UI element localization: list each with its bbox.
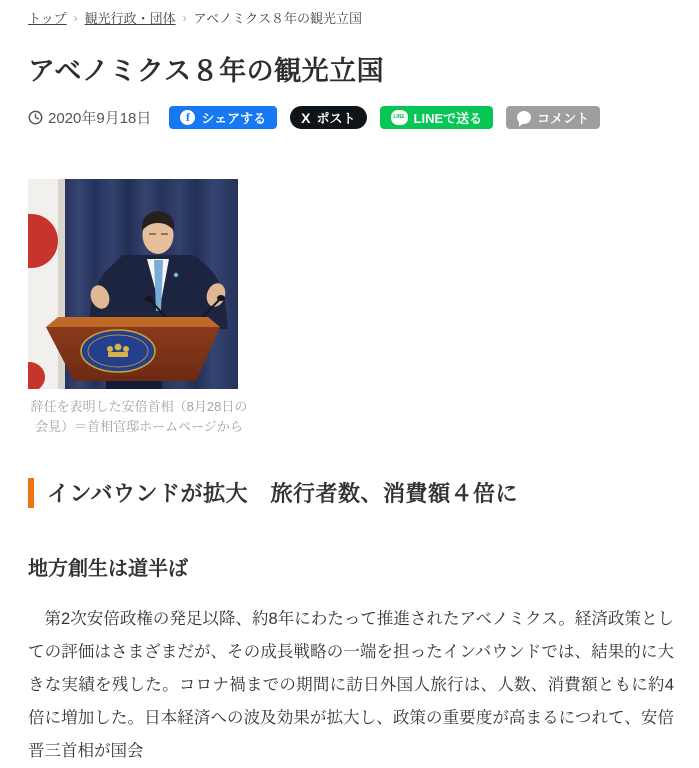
line-share-label: LINEで送る xyxy=(413,111,483,126)
x-post-label: ポスト xyxy=(316,111,356,126)
photo-caption: 辞任を表明した安倍首相（8月28日の会見）＝首相官邸ホームページから xyxy=(30,399,248,434)
facebook-share-label: シェアする xyxy=(201,111,267,126)
publish-date xyxy=(28,107,151,128)
page-title: アベノミクス８年の観光立国 xyxy=(28,56,385,86)
x-icon: X xyxy=(301,109,311,126)
accent-bar xyxy=(28,478,34,508)
comment-label: コメント xyxy=(537,111,590,126)
facebook-share-button[interactable] xyxy=(169,106,277,129)
line-icon: LINE xyxy=(391,110,408,125)
comment-icon xyxy=(517,111,531,124)
breadcrumb-link-category[interactable]: 観光行政・団体 xyxy=(84,11,176,26)
line-share-button[interactable] xyxy=(380,106,494,129)
breadcrumb-separator: › xyxy=(73,10,78,25)
publish-date-text: 2020年9月18日 xyxy=(48,110,152,127)
article-photo-abe-press-conference xyxy=(28,179,238,389)
clock-icon xyxy=(28,110,43,125)
breadcrumb-current: アベノミクス８年の観光立国 xyxy=(193,11,362,26)
article-meta xyxy=(28,106,672,129)
sub-heading: 地方創生は道半ば xyxy=(28,558,188,580)
section-heading-text: インバウンドが拡大 旅行者数、消費額４倍に xyxy=(47,481,518,506)
article-body-paragraph: 第2次安倍政権の発足以降、約8年にわたって推進されたアベノミクス。経済政策としての評価はさまざまだが、その成長戦略の一端を担ったインバウンドでは、結果的に大きな実績を残した。コロナ禍までの期間に訪日外国人旅行は、人数、消費額ともに約4倍に増加した。日本経済への波及効果が拡大し、政策の重要度が高まるにつれて、安倍晋三首相が国会 xyxy=(28,610,674,760)
breadcrumb xyxy=(28,8,672,27)
section-heading xyxy=(28,477,672,508)
breadcrumb-separator: › xyxy=(182,10,187,25)
x-post-button[interactable] xyxy=(290,106,366,129)
share-buttons xyxy=(169,106,600,129)
breadcrumb-link-top[interactable]: トップ xyxy=(28,11,67,26)
facebook-icon: f xyxy=(180,110,195,125)
comment-button[interactable] xyxy=(506,106,600,129)
